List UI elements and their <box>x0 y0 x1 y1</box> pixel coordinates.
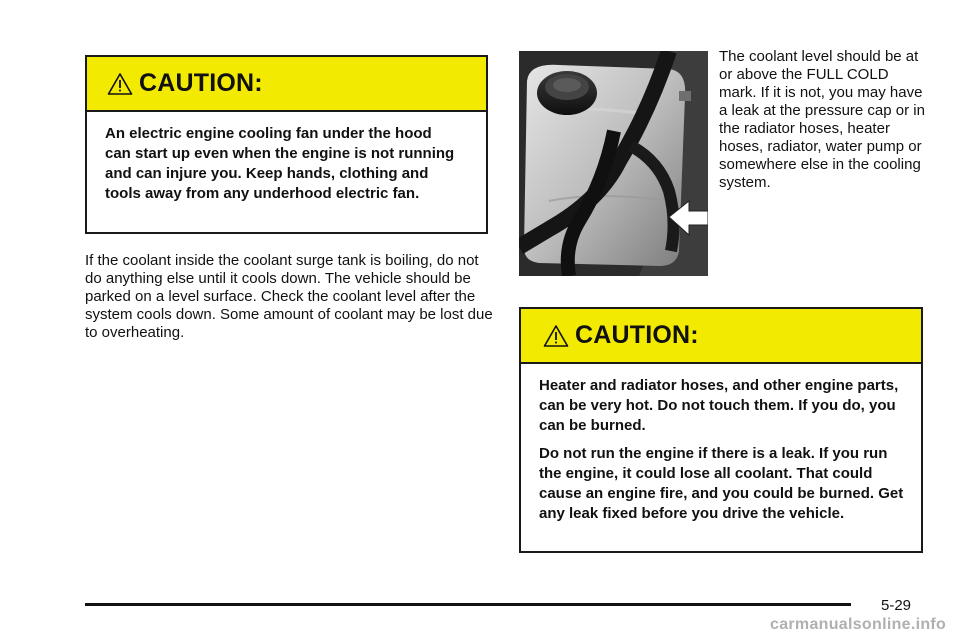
watermark: carmanualsonline.info <box>770 616 947 633</box>
footer-rule <box>85 603 851 606</box>
coolant-boiling-paragraph: If the coolant inside the coolant surge tank is boiling, do not do anything else until it cools down. The vehicle should be parked on a level surface. Check the coolant level after the system cools down. Some amount of coolant may be lost due to overheating. <box>85 252 493 341</box>
coolant-level-paragraph: The coolant level should be at or above the FULL COLD mark. If it is not, you may have a leak at the pressure cap or in the radiator hoses, heater hoses, radiator, water pump or somewhere else in the cooling system. <box>719 48 925 191</box>
caution-box-hoses <box>519 307 923 553</box>
warning-triangle-icon <box>107 72 133 96</box>
coolant-tank-photo <box>519 51 708 276</box>
caution-text-hot-parts: Heater and radiator hoses, and other engine parts, can be very hot. Do not touch them. If you do, you can be burned. <box>539 377 899 434</box>
caution-text: An electric engine cooling fan under the hood can start up even when the engine is not running and can injure you. Keep hands, clothing and tools away from any underhood electric fan. <box>105 125 455 202</box>
caution-header <box>521 309 921 364</box>
caution-box-fan <box>85 55 488 234</box>
caution-body <box>87 112 486 204</box>
caution-title: CAUTION: <box>139 69 263 97</box>
caution-header <box>87 57 486 112</box>
warning-triangle-icon <box>543 324 569 348</box>
caution-body <box>521 364 921 524</box>
caution-title: CAUTION: <box>575 321 699 349</box>
page-number: 5-29 <box>881 597 912 614</box>
caution-text-leak: Do not run the engine if there is a leak. If you run the engine, it could lose all coolant. That could cause an engine fire, and you could be burned. Get any leak fixed before you drive the vehicle. <box>539 445 904 522</box>
